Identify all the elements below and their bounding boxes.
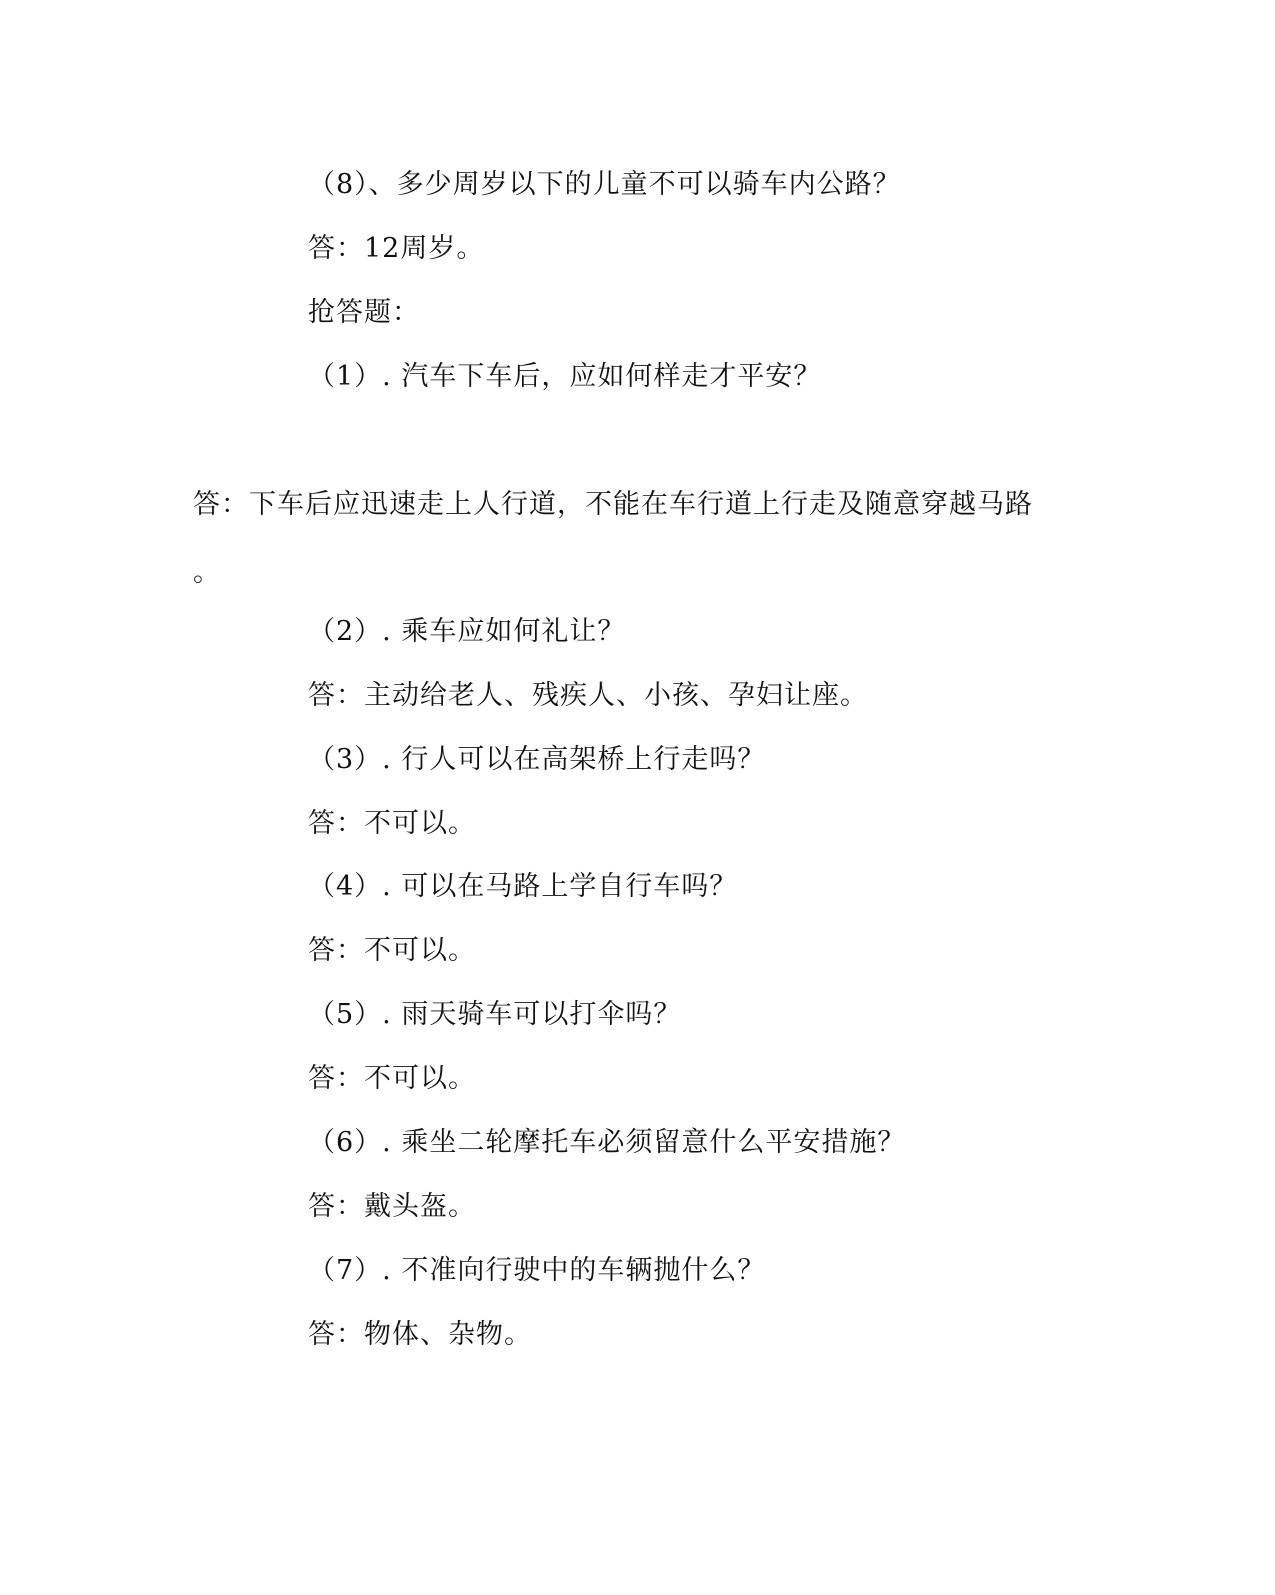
quiz-answer-1-continuation: 。 <box>193 557 221 588</box>
quiz-question-5: （5）. 雨天骑车可以打伞吗？ <box>308 999 682 1030</box>
quiz-answer-7: 答：物体、杂物。 <box>308 1319 532 1350</box>
quiz-question-3: （3）. 行人可以在高架桥上行走吗？ <box>308 744 766 775</box>
quiz-question-7: （7）. 不准向行驶中的车辆抛什么？ <box>308 1255 766 1286</box>
quiz-answer-1: 答：下车后应迅速走上人行道，不能在车行道上行走及随意穿越马路 <box>193 489 1033 520</box>
quiz-answer-3: 答：不可以。 <box>308 808 476 839</box>
quiz-question-2: （2）. 乘车应如何礼让？ <box>308 616 626 647</box>
section-heading-quick-quiz: 抢答题： <box>308 297 420 328</box>
quiz-question-1: （1）. 汽车下车后，应如何样走才平安？ <box>308 361 822 392</box>
quiz-answer-6: 答：戴头盔。 <box>308 1191 476 1222</box>
answer-8: 答：12周岁。 <box>308 233 485 264</box>
quiz-question-6: （6）. 乘坐二轮摩托车必须留意什么平安措施？ <box>308 1127 906 1158</box>
quiz-answer-5: 答：不可以。 <box>308 1063 476 1094</box>
quiz-answer-4: 答：不可以。 <box>308 935 476 966</box>
question-8: （8）、多少周岁以下的儿童不可以骑车内公路？ <box>308 169 901 200</box>
quiz-answer-2: 答：主动给老人、残疾人、小孩、孕妇让座。 <box>308 680 868 711</box>
quiz-question-4: （4）. 可以在马路上学自行车吗？ <box>308 871 738 902</box>
